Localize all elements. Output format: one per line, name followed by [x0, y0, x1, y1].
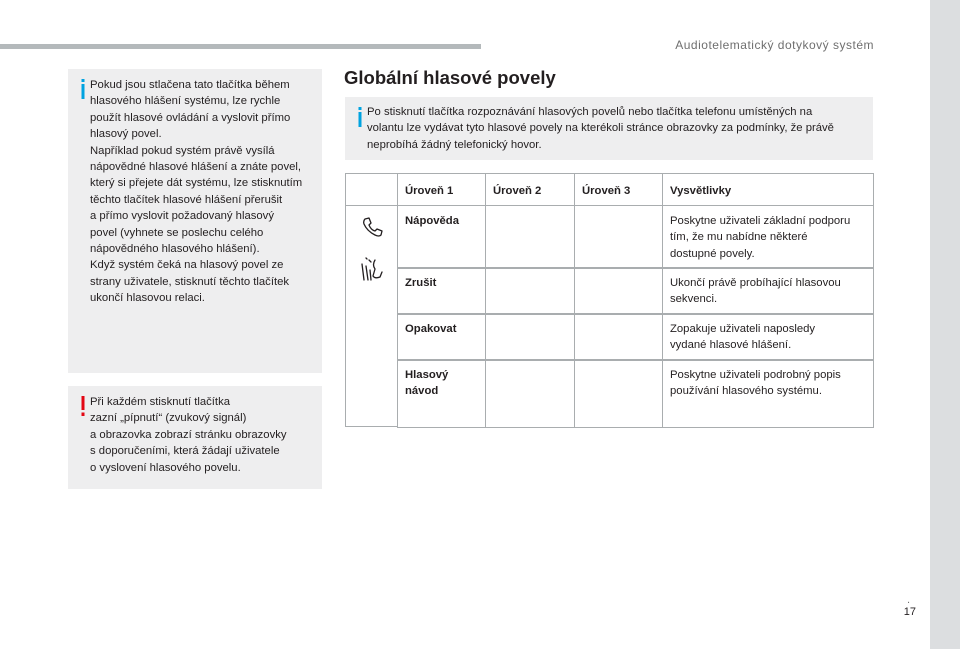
text-line: neprobíhá žádný telefonický hovor. [367, 138, 542, 151]
table-cell [397, 205, 486, 269]
text-line: Poskytne uživateli podrobný popis [670, 369, 841, 381]
text-line: nápovědného hlasového hlášení). [90, 243, 260, 256]
text-line: hlasový povel. [90, 128, 162, 141]
intro-note [345, 97, 873, 160]
table-header-label: Vysvětlivky [670, 185, 732, 197]
text-line: Zrušit [405, 277, 437, 289]
voice-command-icon [360, 256, 384, 284]
text-line: Pokud jsou stlačena tato tlačítka během [90, 79, 290, 91]
text-line: nápovědné hlasové hlášení a znáte povel, [90, 161, 302, 174]
table-cell [397, 359, 486, 428]
text-line: o vyslovení hlasového povelu. [90, 461, 241, 474]
page-number: 17 [903, 606, 916, 618]
text-line: hlasového hlášení systému, lze rychle [90, 95, 281, 108]
text-line: použít hlasové ovládání a vyslovit přímo [90, 111, 291, 124]
commands-table [345, 173, 874, 427]
command-name [405, 367, 448, 400]
table-cell [662, 267, 874, 315]
text-line: Poskytne uživateli základní podporu [670, 215, 851, 227]
text-line: Když systém čeká na hlasový povel ze [90, 259, 284, 272]
text-line: Opakovat [405, 323, 457, 335]
table-header-cell [662, 173, 874, 206]
command-explanation [670, 275, 841, 308]
text-line: Ukončí právě probíhající hlasovou [670, 277, 841, 289]
warning-note [68, 386, 322, 489]
side-strip [930, 0, 960, 649]
info-mark-icon [78, 79, 88, 99]
table-cell [662, 313, 874, 361]
table-header-label: Úroveň 2 [493, 185, 542, 197]
table-cell [574, 205, 663, 269]
table-icon-cell [345, 205, 398, 427]
table-cell [485, 267, 575, 315]
command-explanation [670, 213, 850, 262]
text-line: strany uživatele, stisknutí těchto tlačítek [90, 275, 290, 288]
text-line: a přímo vyslovit požadovaný hlasový [90, 210, 274, 223]
top-rule [0, 44, 481, 49]
command-name [405, 213, 459, 229]
text-line: tím, že mu nabídne některé [670, 231, 808, 244]
table-cell [574, 359, 663, 428]
text-line: Při každém stisknutí tlačítka [90, 396, 231, 408]
command-name [405, 321, 456, 337]
text-line: Například pokud systém právě vysílá [90, 144, 275, 157]
text-line: zazní „pípnutí“ (zvukový signál) [90, 412, 247, 425]
text-line: ukončí hlasovou relaci. [90, 292, 205, 305]
intro-note-text [367, 104, 867, 153]
section-title: Globální hlasové povely [344, 67, 556, 88]
command-name [405, 275, 436, 291]
text-line: který si přejete dát systému, lze stisknutím [90, 177, 303, 190]
table-header-cell [574, 173, 663, 206]
text-line: dostupné povely. [670, 247, 755, 260]
text-line: a obrazovka zobrazí stránku obrazovky [90, 428, 287, 441]
text-line: Po stisknutí tlačítka rozpoznávání hlasových povelů nebo tlačítka telefonu umístěných na [367, 106, 813, 118]
table-cell [662, 359, 874, 428]
table-header-label: Úroveň 1 [405, 185, 454, 197]
table-cell [397, 313, 486, 361]
table-cell [574, 313, 663, 361]
text-line: vydané hlasové hlášení. [670, 339, 792, 352]
page-dot: . [907, 594, 911, 606]
command-explanation [670, 321, 815, 354]
table-header-cell [397, 173, 486, 206]
text-line: návod [405, 385, 439, 398]
text-line: volantu lze vydávat tyto hlasové povely na kterékoli stránce obrazovky za podmínky, že právě [367, 122, 834, 135]
phone-icon [362, 216, 384, 238]
text-line: sekvenci. [670, 293, 718, 306]
text-line: používání hlasového systému. [670, 385, 822, 398]
table-cell [485, 359, 575, 428]
table-cell [662, 205, 874, 269]
info-note [68, 69, 322, 373]
warning-mark-icon [78, 396, 88, 416]
table-cell [574, 267, 663, 315]
table-header-cell [485, 173, 575, 206]
text-line: těchto tlačítek hlasové hlášení přerušit [90, 193, 283, 206]
table-header-icon [345, 173, 398, 206]
warning-note-text [90, 394, 318, 476]
table-header-label: Úroveň 3 [582, 185, 631, 197]
text-line: Zopakuje uživateli naposledy [670, 323, 816, 335]
info-mark-icon [355, 107, 365, 127]
table-cell [397, 267, 486, 315]
info-note-text [90, 77, 318, 307]
command-explanation [670, 367, 841, 400]
text-line: Hlasový [405, 369, 449, 381]
table-cell [485, 205, 575, 269]
text-line: povel (vyhnete se poslechu celého [90, 226, 264, 239]
table-cell [485, 313, 575, 361]
text-line: Nápověda [405, 215, 459, 227]
header-title: Audiotelematický dotykový systém [675, 38, 874, 52]
text-line: s doporučeními, která žádají uživatele [90, 445, 280, 458]
